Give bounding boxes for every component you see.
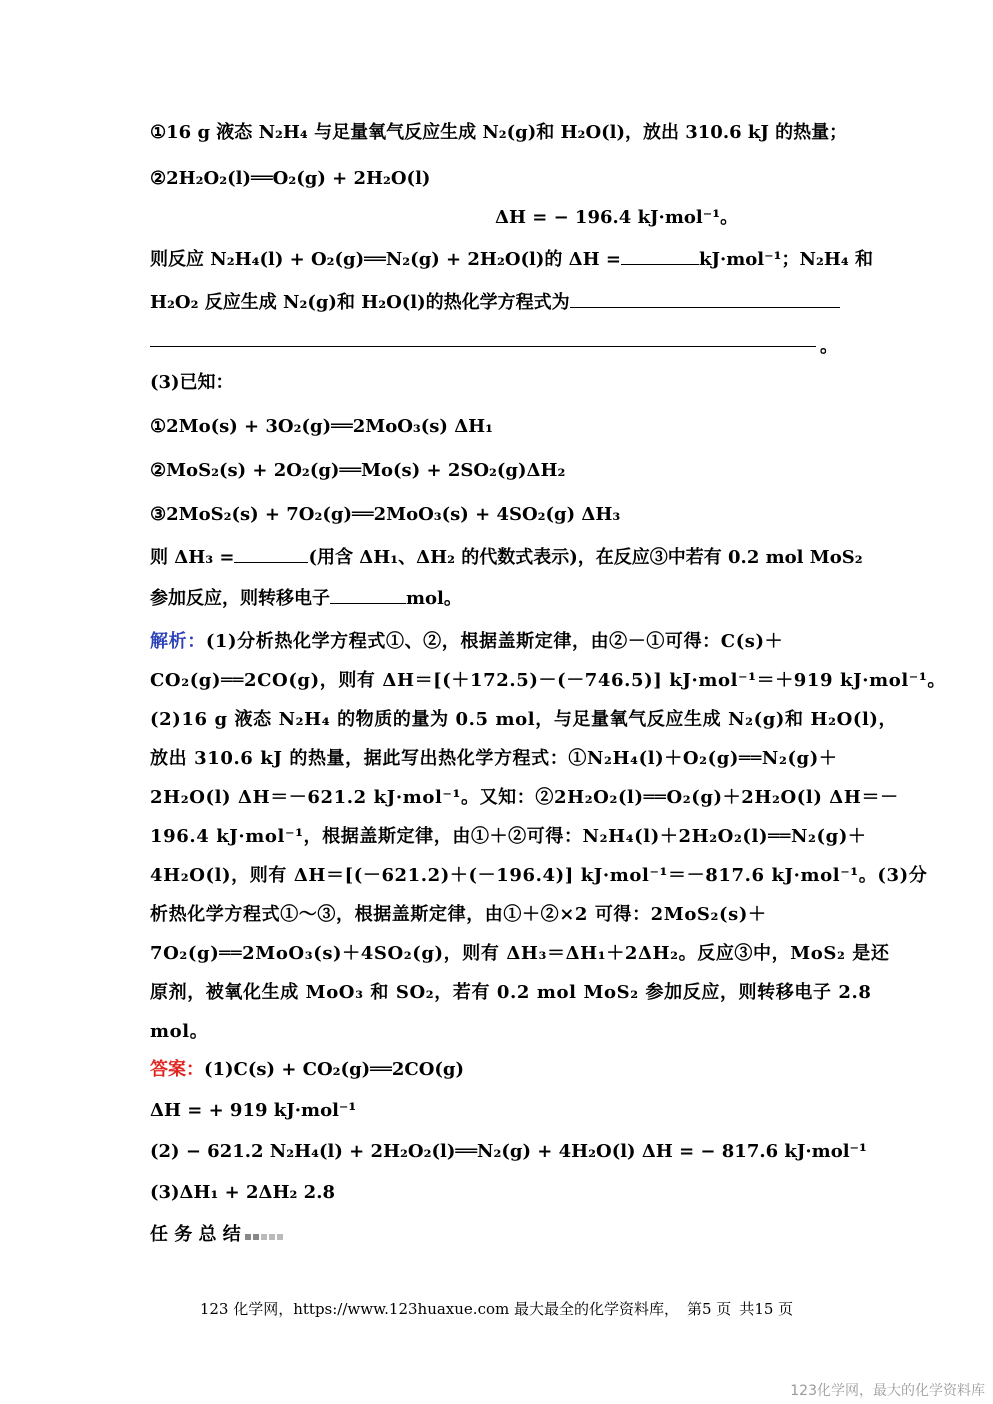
decorative-squares-icon — [245, 1223, 285, 1247]
answer-text: (1)C(s) + CO₂(g)══2CO(g) — [204, 1059, 464, 1080]
question-line: ③2MoS₂(s) + 7O₂(g)══2MoO₃(s) + 4SO₂(g) ΔH₃ — [150, 504, 621, 525]
question-text: 则反应 N₂H₄(l) + O₂(g)══N₂(g) + 2H₂O(l)的 ΔH = — [150, 249, 621, 270]
question-text: H₂O₂ 反应生成 N₂(g)和 H₂O(l)的热化学方程式为 — [150, 292, 570, 313]
analysis-line — [150, 630, 850, 654]
answer-blank — [621, 248, 699, 265]
question-line — [150, 248, 873, 272]
question-line: (3)已知： — [150, 372, 234, 393]
question-line: ②2H₂O₂(l)══O₂(g) + 2H₂O(l) — [150, 168, 431, 189]
question-text: 参加反应，则转移电子 — [150, 588, 330, 609]
answer-label: 答案： — [150, 1059, 204, 1080]
answer-blank-line — [150, 346, 816, 347]
analysis-label: 解析： — [150, 631, 206, 652]
analysis-line: 7O₂(g)══2MoO₃(s)＋4SO₂(g)，则有 ΔH₃＝ΔH₁＋2ΔH₂。反应③中，MoS₂ 是还 — [150, 943, 890, 964]
question-line: ②MoS₂(s) + 2O₂(g)══Mo(s) + 2SO₂(g)ΔH₂ — [150, 460, 566, 481]
page-footer — [0, 1298, 993, 1320]
answer-line: ΔH = + 919 kJ·mol⁻¹ — [150, 1100, 357, 1121]
question-text: 则 ΔH₃ = — [150, 547, 235, 568]
question-line: ①16 g 液态 N₂H₄ 与足量氧气反应生成 N₂(g)和 H₂O(l)，放出 310.6 kJ 的热量； — [150, 122, 848, 143]
answer-line: (3)ΔH₁ + 2ΔH₂ 2.8 — [150, 1182, 335, 1203]
question-line: ①2Mo(s) + 3O₂(g)══2MoO₃(s) ΔH₁ — [150, 416, 494, 437]
analysis-line: 196.4 kJ·mol⁻¹，根据盖斯定律，由①＋②可得：N₂H₄(l)＋2H₂O₂(l)══N₂(g)＋ — [150, 826, 867, 847]
answer-line — [150, 1058, 850, 1082]
question-line — [150, 291, 870, 315]
question-text: kJ·mol⁻¹；N₂H₄ 和 — [698, 249, 873, 270]
question-line — [150, 587, 850, 611]
task-summary-label: 任 务 总 结 — [150, 1224, 241, 1245]
analysis-line: CO₂(g)══2CO(g)，则有 ΔH＝[(＋172.5)－(－746.5)] kJ·mol⁻¹＝＋919 kJ·mol⁻¹。 — [150, 670, 946, 691]
question-text: mol。 — [406, 588, 462, 609]
answer-blank — [234, 546, 308, 563]
question-text: (用含 ΔH₁、ΔH₂ 的代数式表示)，在反应③中若有 0.2 mol MoS₂ — [308, 547, 863, 568]
analysis-line: 放出 310.6 kJ 的热量，据此写出热化学方程式：①N₂H₄(l)＋O₂(g)══N₂(g)＋ — [150, 748, 838, 769]
footer-page: 第5 页 — [687, 1300, 732, 1318]
analysis-text: (1)分析热化学方程式①、②，根据盖斯定律，由②－①可得：C(s)＋ — [205, 631, 784, 652]
footer-total: 共15 页 — [739, 1300, 794, 1318]
analysis-line: mol。 — [150, 1021, 209, 1042]
question-text: 。 — [820, 336, 838, 357]
analysis-line: 2H₂O(l) ΔH＝－621.2 kJ·mol⁻¹。又知：②2H₂O₂(l)══O₂(g)＋2H₂O(l) ΔH＝－ — [150, 787, 899, 808]
answer-blank — [330, 587, 406, 604]
footer-site: 123 化学网，https://www.123huaxue.com 最大最全的化学资料库， — [199, 1300, 679, 1318]
question-line — [150, 546, 870, 570]
watermark: 123化学网，最大的化学资料库 — [790, 1383, 985, 1399]
analysis-line: 原剂，被氧化生成 MoO₃ 和 SO₂，若有 0.2 mol MoS₂ 参加反应，则转移电子 2.8 — [150, 982, 872, 1003]
question-line: ΔH = − 196.4 kJ·mol⁻¹。 — [495, 207, 739, 228]
analysis-line: (2)16 g 液态 N₂H₄ 的物质的量为 0.5 mol，与足量氧气反应生成 N₂(g)和 H₂O(l)， — [150, 709, 898, 730]
task-summary-heading — [150, 1223, 850, 1247]
analysis-line: 析热化学方程式①～③，根据盖斯定律，由①＋②×2 可得：2MoS₂(s)＋ — [150, 904, 767, 925]
answer-blank — [570, 291, 840, 308]
analysis-line: 4H₂O(l)，则有 ΔH＝[(－621.2)＋(－196.4)] kJ·mol⁻¹＝－817.6 kJ·mol⁻¹。(3)分 — [150, 865, 928, 886]
answer-line: (2) − 621.2 N₂H₄(l) + 2H₂O₂(l)══N₂(g) + 4H₂O(l) ΔH = − 817.6 kJ·mol⁻¹ — [150, 1141, 867, 1162]
